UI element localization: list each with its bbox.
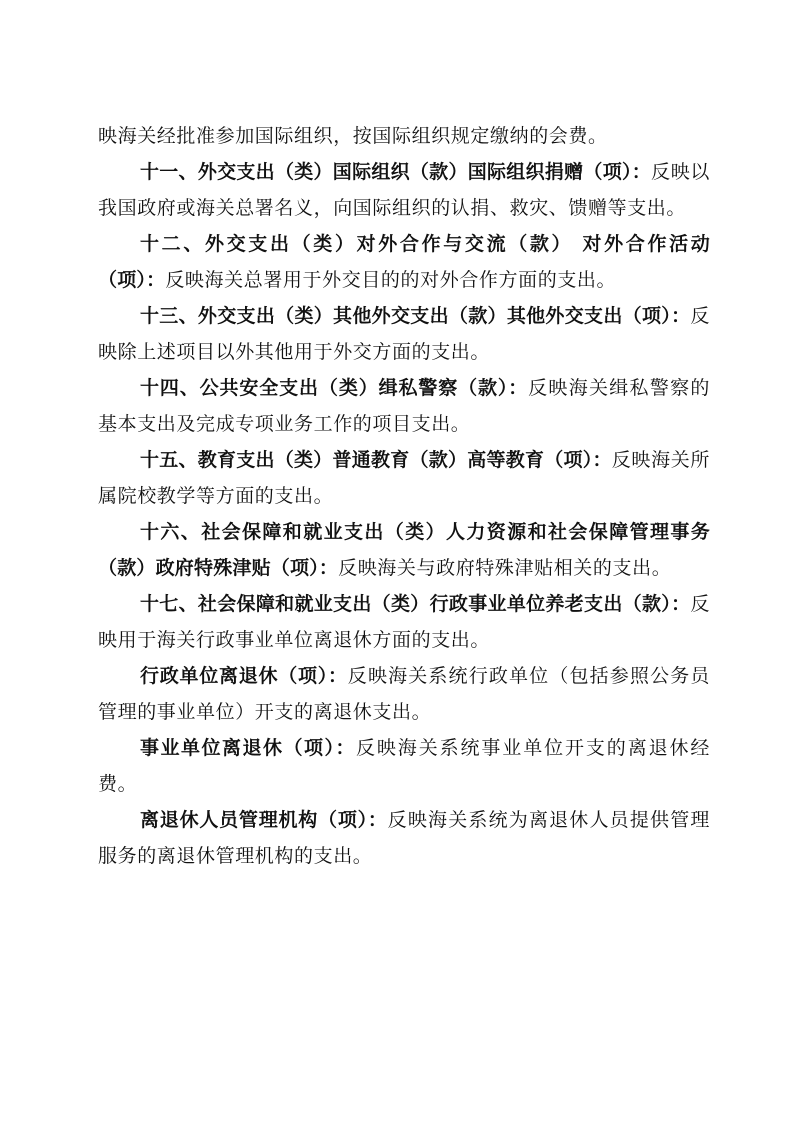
paragraph-heading: 事业单位离退休（项）： [140, 737, 356, 759]
paragraph-text: 反映以我国政府或海关总署名义，向国际组织的认捐、救灾、馈赠等支出。 [98, 161, 710, 219]
paragraph-heading: 十二、外交支出（类）对外合作与交流（款） 对外合作活动（项）： [98, 233, 710, 291]
paragraph-item-15 [98, 442, 710, 514]
paragraph-heading: 离退休人员管理机构（项）： [140, 809, 388, 831]
paragraph-heading: 行政单位离退休（项）： [140, 665, 348, 687]
paragraph-item-14 [98, 370, 710, 442]
paragraph-text: 反映海关总署用于外交目的的对外合作方面的支出。 [165, 269, 617, 291]
paragraph-heading: 十一、外交支出（类）国际组织（款）国际组织捐赠（项）： [140, 161, 652, 183]
paragraph-sub-item-institution-retirement [98, 730, 710, 802]
paragraph-heading: 十七、社会保障和就业支出（类）行政事业单位养老支出（款）： [140, 593, 691, 615]
paragraph-text: 反映海关系统为离退休人员提供管理服务的离退休管理机构的支出。 [98, 809, 710, 867]
paragraph-sub-item-admin-retirement [98, 658, 710, 730]
paragraph-continuation [98, 118, 710, 154]
paragraph-item-17 [98, 586, 710, 658]
paragraph-heading: 十三、外交支出（类）其他外交支出（款）其他外交支出（项）： [140, 305, 691, 327]
paragraph-text: 反映海关系统事业单位开支的离退休经费。 [98, 737, 710, 795]
paragraph-item-13 [98, 298, 710, 370]
paragraph-text: 映海关经批准参加国际组织，按国际组织规定缴纳的会费。 [98, 125, 608, 147]
paragraph-text: 反映海关缉私警察的基本支出及完成专项业务工作的项目支出。 [98, 377, 710, 435]
paragraph-text: 反映除上述项目以外其他用于外交方面的支出。 [98, 305, 710, 363]
paragraph-item-16 [98, 514, 710, 586]
paragraph-heading: 十四、公共安全支出（类）缉私警察（款）： [140, 377, 529, 399]
paragraph-text: 反映海关所属院校教学等方面的支出。 [98, 449, 710, 507]
paragraph-heading: 十六、社会保障和就业支出（类）人力资源和社会保障管理事务（款）政府特殊津贴（项）： [98, 521, 710, 579]
paragraph-text: 反映海关与政府特殊津贴相关的支出。 [338, 557, 672, 579]
paragraph-text: 反映海关系统行政单位（包括参照公务员管理的事业单位）开支的离退休支出。 [98, 665, 710, 723]
paragraph-text: 反映用于海关行政事业单位离退休方面的支出。 [98, 593, 710, 651]
document-body [98, 118, 710, 874]
paragraph-heading: 十五、教育支出（类）普通教育（款）高等教育（项）： [140, 449, 612, 471]
paragraph-item-11 [98, 154, 710, 226]
paragraph-item-12 [98, 226, 710, 298]
paragraph-sub-item-retiree-management [98, 802, 710, 874]
